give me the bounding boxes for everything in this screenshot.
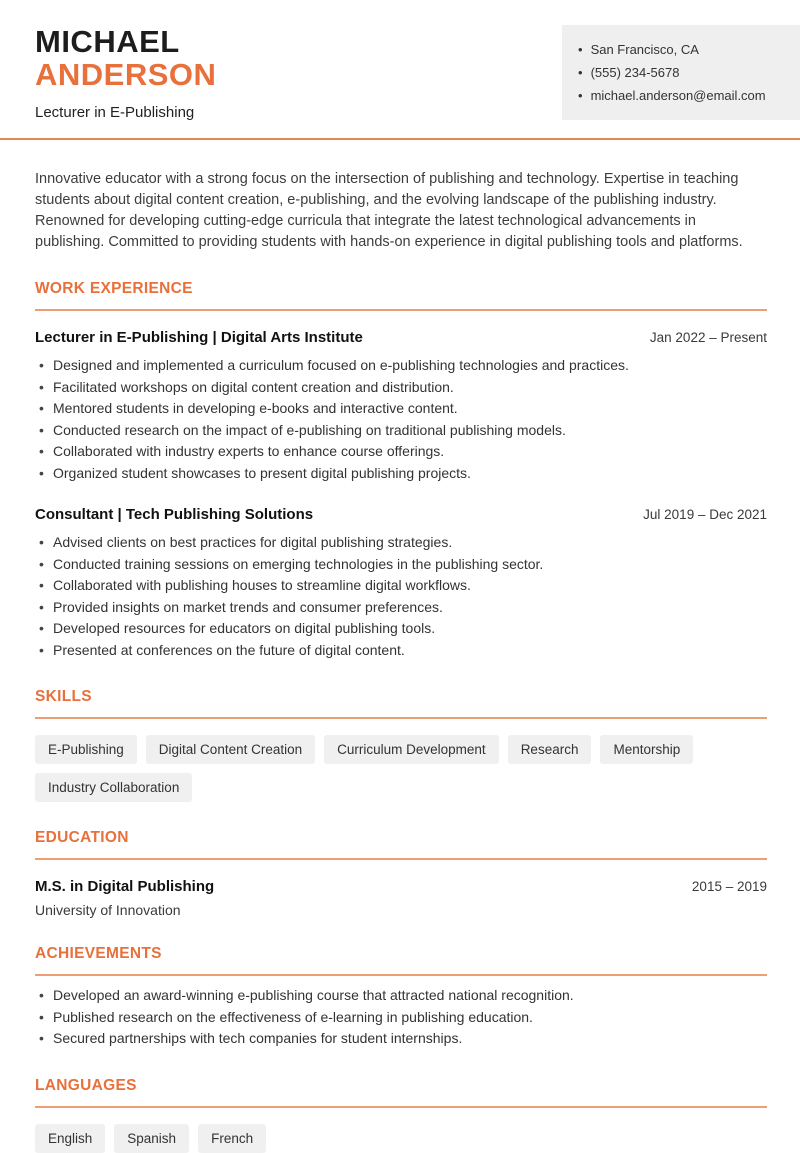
resume-header [0,0,800,121]
job-bullet: • Collaborated with industry experts to enhance course offerings. [35,441,767,463]
resume-body [0,169,800,1153]
job-bullet: • Organized student showcases to present digital publishing projects. [35,463,767,485]
education-degree: M.S. in Digital Publishing [35,878,215,895]
job-1-dates: Jan 2022 – Present [649,330,767,345]
section-title-skills: SKILLS [35,688,767,719]
header-divider [0,138,800,140]
job-bullet: • Facilitated workshops on digital content creation and distribution. [35,377,767,399]
skill-chip: Digital Content Creation [146,735,315,764]
job-bullet: • Presented at conferences on the future of digital content. [35,640,767,662]
job-2-dates: Jul 2019 – Dec 2021 [643,507,767,522]
section-education [35,829,767,918]
skill-chip: Industry Collaboration [35,773,192,802]
last-name: ANDERSON [35,57,217,92]
education-school: University of Innovation [35,902,181,918]
job-2-role-company: Consultant | Tech Publishing Solutions [35,506,314,523]
section-achievements [35,945,767,1050]
person-name [35,25,216,91]
section-title-work: WORK EXPERIENCE [35,280,767,311]
contact-phone: • (555) 234-5678 [578,61,784,84]
skill-chip: E-Publishing [35,735,137,764]
skills-chips [35,735,767,802]
job-entry-2-head [35,506,767,523]
summary-text: Innovative educator with a strong focus on the intersection of publishing and technology. Expertise in teaching students about digital content creation, e-publishing, and the evolving landscape of the publishing industry. Renowned for developing cutting-edge curricula that integrate the latest technological advancements in publishing. Committed to providing students with hands-on experience in digital publishing tools and platforms. [35,171,743,250]
job-bullet: • Mentored students in developing e-books and interactive content. [35,398,767,420]
job-entry-2 [35,506,767,661]
contact-box [562,25,800,120]
language-chip: English [35,1124,105,1153]
section-title-achievements: ACHIEVEMENTS [35,945,767,976]
section-work-experience [35,280,767,661]
job-bullet: • Developed resources for educators on digital publishing tools. [35,618,767,640]
job-bullet: • Designed and implemented a curriculum focused on e-publishing technologies and practices. [35,355,767,377]
section-skills [35,688,767,802]
achievements-bullets [35,985,767,1050]
job-1-bullets [35,355,767,484]
header-job-title: Lecturer in E-Publishing [35,104,195,121]
skill-chip: Mentorship [600,735,693,764]
languages-chips [35,1124,767,1153]
job-bullet: • Collaborated with publishing houses to streamline digital workflows. [35,575,767,597]
first-name: MICHAEL [35,24,180,59]
education-dates: 2015 – 2019 [691,879,767,894]
education-entry-head [35,878,767,895]
skill-chip: Curriculum Development [324,735,499,764]
section-languages [35,1077,767,1153]
contact-email: • michael.anderson@email.com [578,84,784,107]
achievement-bullet: • Developed an award-winning e-publishing course that attracted national recognition. [35,985,767,1007]
contact-location: • San Francisco, CA [578,38,784,61]
job-bullet: • Provided insights on market trends and consumer preferences. [35,597,767,619]
section-title-education: EDUCATION [35,829,767,860]
language-chip: French [198,1124,266,1153]
job-entry-1-head [35,329,767,346]
job-bullet: • Conducted research on the impact of e-publishing on traditional publishing models. [35,420,767,442]
section-title-languages: LANGUAGES [35,1077,767,1108]
language-chip: Spanish [114,1124,189,1153]
job-entry-1 [35,329,767,484]
contact-list [578,38,784,107]
achievement-bullet: • Published research on the effectiveness of e-learning in publishing education. [35,1007,767,1029]
achievement-bullet: • Secured partnerships with tech companies for student internships. [35,1028,767,1050]
skill-chip: Research [508,735,592,764]
job-bullet: • Conducted training sessions on emerging technologies in the publishing sector. [35,554,767,576]
job-1-role-company: Lecturer in E-Publishing | Digital Arts Institute [35,329,363,346]
job-2-bullets [35,532,767,661]
name-block [35,25,216,121]
job-bullet: • Advised clients on best practices for digital publishing strategies. [35,532,767,554]
